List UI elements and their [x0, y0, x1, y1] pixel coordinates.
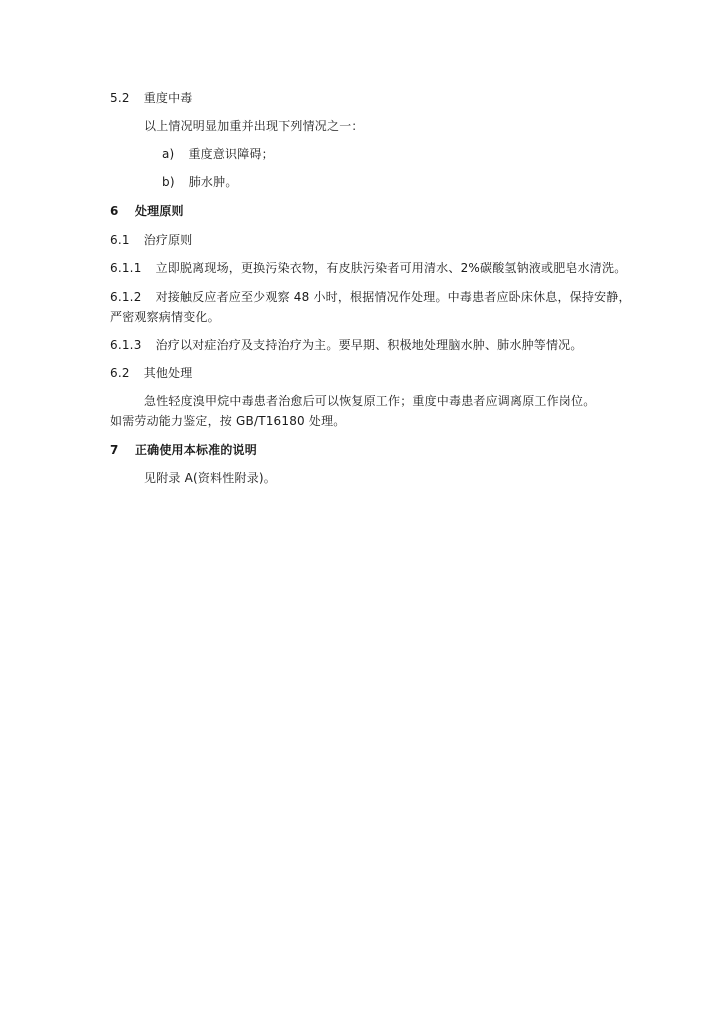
section-6-1-2-text-line1: 对接触反应者应至少观察 48 小时，根据情况作处理。中毒患者应卧床休息，保持安静， [155, 290, 631, 304]
section-6-1-number: 6.1 [110, 233, 130, 247]
list-item-a-text: 重度意识障碍； [188, 147, 274, 161]
list-item-a-marker: a) [162, 147, 175, 161]
section-6-1-2-number: 6.1.2 [110, 290, 142, 304]
section-5-2-number: 5.2 [110, 91, 130, 105]
section-6-1-heading [110, 232, 193, 248]
section-6-2-text-line2: 如需劳动能力鉴定，按 GB/T16180 处理。 [110, 414, 346, 428]
section-5-2-heading [110, 90, 193, 106]
list-item-a [162, 146, 274, 162]
section-7-text: 见附录 A(资料性附录)。 [144, 471, 276, 485]
section-7-number: 7 [110, 443, 119, 457]
list-item-b-text: 肺水肿。 [188, 175, 238, 189]
section-6-1-1-text: 立即脱离现场，更换污染衣物，有皮肤污染者可用清水、2%碳酸氢钠液或肥皂水清洗。 [155, 261, 627, 275]
section-6-1-3-text: 治疗以对症治疗及支持治疗为主。要早期、积极地处理脑水肿、肺水肿等情况。 [155, 338, 583, 352]
section-7-heading [110, 442, 257, 458]
section-5-2-intro: 以上情况明显加重并出现下列情况之一： [144, 119, 364, 133]
section-6-1-title: 治疗原则 [143, 233, 193, 247]
section-6-2-number: 6.2 [110, 366, 130, 380]
section-6-2-title: 其他处理 [143, 366, 193, 380]
section-6-1-2-text-line2: 严密观察病情变化。 [110, 310, 220, 324]
section-7-title: 正确使用本标准的说明 [134, 443, 257, 457]
section-6-1-1-number: 6.1.1 [110, 261, 142, 275]
section-6-title: 处理原则 [134, 204, 184, 218]
section-6-heading [110, 203, 184, 219]
section-6-1-3-paragraph [110, 337, 583, 353]
section-6-number: 6 [110, 204, 119, 218]
section-6-2-heading [110, 365, 193, 381]
section-6-2-text-line1: 急性轻度溴甲烷中毒患者治愈后可以恢复原工作；重度中毒患者应调离原工作岗位。 [144, 394, 596, 408]
list-item-b-marker: b) [162, 175, 175, 189]
section-6-1-2-paragraph [110, 289, 631, 305]
list-item-b [162, 174, 238, 190]
section-6-1-1-paragraph [110, 260, 626, 276]
section-6-1-3-number: 6.1.3 [110, 338, 142, 352]
section-5-2-title: 重度中毒 [143, 91, 193, 105]
